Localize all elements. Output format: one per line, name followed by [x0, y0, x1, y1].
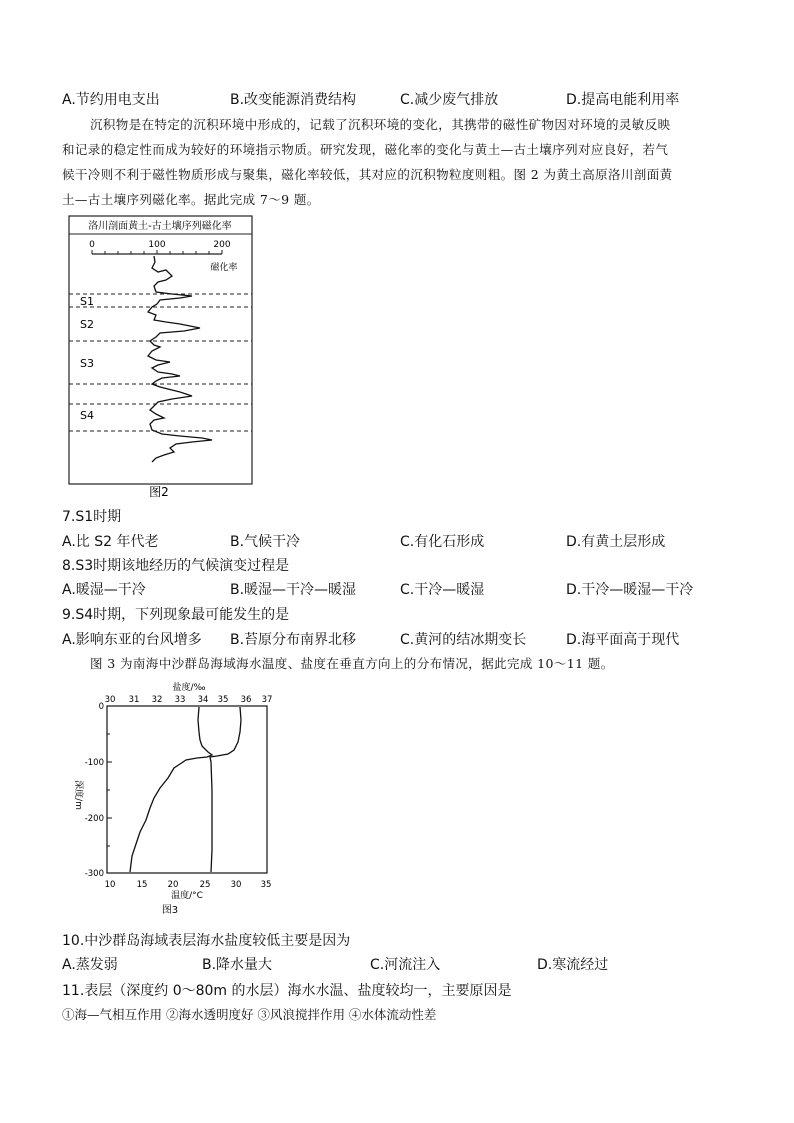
- q6-option-d: D.提高电能利用率: [566, 92, 680, 108]
- q7-option-d: D.有黄土层形成: [566, 534, 666, 550]
- q7-stem: 7.S1时期: [62, 509, 122, 525]
- q8-option-a: A.暖湿—干冷: [62, 582, 146, 598]
- q10-option-b: B.降水量大: [202, 957, 273, 973]
- q8-option-d: D.干冷—暖湿—干冷: [566, 582, 694, 598]
- q11-stem: 11.表层（深度约 0～80m 的水层）海水水温、盐度较均一，主要原因是: [62, 983, 512, 999]
- q11-items: ①海—气相互作用 ②海水透明度好 ③风浪搅拌作用 ④水体流动性差: [62, 1007, 437, 1022]
- fig3-bottom-tick: 20: [167, 880, 179, 890]
- fig2-unit-label: 磁化率: [210, 263, 238, 273]
- passage-loess: [62, 112, 734, 212]
- passage-line: 沉积物是在特定的沉积环境中形成的，记载了沉积环境的变化，其携带的磁性矿物因对环境的灵敏反映: [90, 117, 671, 132]
- fig3-bottom-tick: 10: [104, 880, 116, 890]
- fig3-top-tick: 33: [174, 695, 186, 705]
- q6-option-a: A.节约用电支出: [62, 92, 160, 108]
- fig3-top-title: 盐度/‰: [172, 683, 206, 693]
- fig3-y-title: 深度/m: [73, 780, 83, 810]
- passage-line: 土—古土壤序列磁化率。据此完成 7～9 题。: [62, 192, 320, 207]
- passage-line: 图 3 为南海中沙群岛海域海水温度、盐度在垂直方向上的分布情况，据此完成 10～11 题。: [90, 656, 614, 671]
- fig2-tick-200: 200: [213, 240, 231, 250]
- fig3-bottom-tick: 15: [136, 880, 148, 890]
- figure-3-temperature-salinity: [62, 680, 292, 920]
- fig3-bottom-title: 温度/°C: [171, 891, 203, 901]
- fig3-y-tick: -100: [84, 758, 104, 768]
- q6-option-b: B.改变能源消费结构: [230, 92, 357, 108]
- q10-option-d: D.寒流经过: [537, 957, 609, 973]
- fig3-top-tick: 37: [261, 695, 273, 705]
- fig3-salinity-curve: [210, 707, 241, 872]
- q7-option-b: B.气候干冷: [230, 534, 301, 550]
- q9-option-b: B.苔原分布南界北移: [230, 632, 357, 648]
- fig2-title: 洛川剖面黄土-古土壤序列磁化率: [88, 221, 232, 232]
- q9-option-d: D.海平面高于现代: [566, 632, 680, 648]
- fig3-top-tick: 32: [151, 695, 163, 705]
- q10-option-a: A.蒸发弱: [62, 957, 118, 973]
- q7-option-c: C.有化石形成: [400, 534, 485, 550]
- fig3-top-tick: 30: [104, 695, 116, 705]
- fig3-temperature-curve: [130, 707, 212, 872]
- fig2-tick-0: 0: [89, 240, 95, 250]
- figure-2-magnetic-susceptibility: [62, 212, 262, 502]
- fig3-y-tick: 0: [98, 702, 104, 712]
- fig2-tick-100: 100: [148, 240, 166, 250]
- q8-stem: 8.S3时期该地经历的气候演变过程是: [62, 558, 290, 574]
- q9-option-a: A.影响东亚的台风增多: [62, 632, 202, 648]
- fig3-y-tick: -300: [84, 869, 104, 879]
- fig3-top-tick: 31: [128, 695, 140, 705]
- q9-stem: 9.S4时期，下列现象最可能发生的是: [62, 607, 290, 623]
- q8-option-b: B.暖湿—干冷—暖湿: [230, 582, 357, 598]
- passage-ocean: [62, 652, 734, 676]
- passage-line: 候干冷则不利于磁性物质形成与聚集，磁化率较低，其对应的沉积物粒度则粗。图 2 为黄土高原洛川剖面黄: [62, 167, 673, 182]
- q7-option-a: A.比 S2 年代老: [62, 534, 159, 550]
- fig3-bottom-tick: 30: [230, 880, 242, 890]
- fig3-caption: 图3: [161, 905, 179, 916]
- fig3-bottom-tick: 25: [199, 880, 211, 890]
- fig2-caption: 图2: [149, 485, 169, 499]
- fig2-layer-s1: S1: [80, 295, 94, 308]
- q10-option-c: C.河流注入: [370, 957, 441, 973]
- fig3-bottom-tick: 35: [260, 880, 272, 890]
- fig2-layer-s4: S4: [80, 409, 94, 422]
- fig2-layer-s3: S3: [80, 357, 94, 370]
- fig3-top-tick: 34: [197, 695, 209, 705]
- q10-stem: 10.中沙群岛海域表层海水盐度较低主要是因为: [62, 933, 351, 949]
- q8-option-c: C.干冷—暖湿: [400, 582, 485, 598]
- fig3-top-tick: 36: [240, 695, 252, 705]
- fig3-y-tick: -200: [84, 814, 104, 824]
- q6-option-c: C.减少废气排放: [400, 92, 499, 108]
- fig2-layer-s2: S2: [80, 318, 94, 331]
- passage-line: 和记录的稳定性而成为较好的环境指示物质。研究发现，磁化率的变化与黄土—古土壤序列对应良好，若气: [62, 142, 669, 157]
- q9-option-c: C.黄河的结冰期变长: [400, 632, 527, 648]
- fig3-top-tick: 35: [217, 695, 229, 705]
